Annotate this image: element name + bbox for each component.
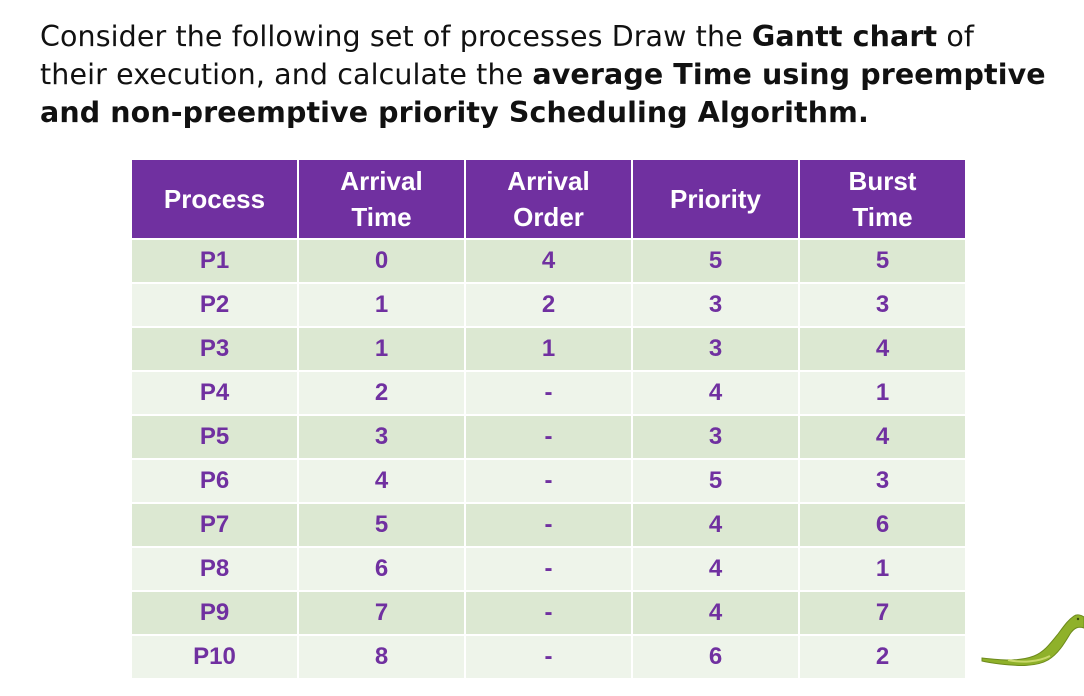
header-process: Process xyxy=(132,160,298,239)
cell-process: P8 xyxy=(132,547,298,591)
cell-arrival-time: 4 xyxy=(298,459,465,503)
table-header-row xyxy=(132,160,965,239)
question-line1-bold: Gantt chart xyxy=(751,20,938,53)
question-line1-c: of xyxy=(937,20,975,53)
cell-arrival-time: 2 xyxy=(298,371,465,415)
cell-priority: 5 xyxy=(632,459,799,503)
question-line2-bold: average Time using preemptive xyxy=(532,58,1046,91)
cell-process: P7 xyxy=(132,503,298,547)
cell-burst-time: 6 xyxy=(799,503,965,547)
cell-arrival-order: 1 xyxy=(465,327,632,371)
question-text xyxy=(40,18,1070,132)
cell-arrival-time: 0 xyxy=(298,239,465,283)
header-priority: Priority xyxy=(632,160,799,239)
table-row xyxy=(132,283,965,327)
cell-priority: 5 xyxy=(632,239,799,283)
cell-process: P10 xyxy=(132,635,298,679)
table-row xyxy=(132,239,965,283)
table-row xyxy=(132,547,965,591)
cell-burst-time: 4 xyxy=(799,327,965,371)
cell-process: P1 xyxy=(132,239,298,283)
cell-arrival-time: 1 xyxy=(298,327,465,371)
table-row xyxy=(132,591,965,635)
cell-process: P6 xyxy=(132,459,298,503)
table-row xyxy=(132,635,965,679)
cell-burst-time: 3 xyxy=(799,459,965,503)
cell-arrival-order: - xyxy=(465,635,632,679)
table-row xyxy=(132,371,965,415)
cell-arrival-order: 2 xyxy=(465,283,632,327)
cell-arrival-time: 6 xyxy=(298,547,465,591)
cell-priority: 6 xyxy=(632,635,799,679)
table-row xyxy=(132,327,965,371)
cell-priority: 3 xyxy=(632,283,799,327)
cell-arrival-order: - xyxy=(465,415,632,459)
cell-priority: 4 xyxy=(632,547,799,591)
cell-arrival-time: 5 xyxy=(298,503,465,547)
question-line2-a: their execution, and calculate the xyxy=(40,58,533,91)
cell-process: P5 xyxy=(132,415,298,459)
cell-burst-time: 7 xyxy=(799,591,965,635)
header-arrival-time: Arrival Time xyxy=(298,160,465,239)
cell-arrival-time: 3 xyxy=(298,415,465,459)
cell-process: P9 xyxy=(132,591,298,635)
cell-priority: 4 xyxy=(632,503,799,547)
cell-arrival-order: - xyxy=(465,503,632,547)
header-arrival-order: Arrival Order xyxy=(465,160,632,239)
cell-arrival-order: - xyxy=(465,591,632,635)
question-line3-bold: and non-preemptive priority Scheduling Algorithm. xyxy=(40,96,869,129)
cell-burst-time: 1 xyxy=(799,547,965,591)
cell-process: P2 xyxy=(132,283,298,327)
cell-burst-time: 4 xyxy=(799,415,965,459)
cell-burst-time: 2 xyxy=(799,635,965,679)
cell-process: P4 xyxy=(132,371,298,415)
cell-burst-time: 5 xyxy=(799,239,965,283)
cell-arrival-time: 8 xyxy=(298,635,465,679)
cell-process: P3 xyxy=(132,327,298,371)
table-row xyxy=(132,459,965,503)
cell-priority: 4 xyxy=(632,591,799,635)
cell-arrival-order: - xyxy=(465,459,632,503)
table-row xyxy=(132,415,965,459)
process-table xyxy=(132,160,965,680)
cell-arrival-order: 4 xyxy=(465,239,632,283)
cell-priority: 4 xyxy=(632,371,799,415)
cell-burst-time: 1 xyxy=(799,371,965,415)
header-burst-time: Burst Time xyxy=(799,160,965,239)
cell-arrival-order: - xyxy=(465,371,632,415)
dinosaur-icon xyxy=(978,604,1084,674)
cell-priority: 3 xyxy=(632,415,799,459)
cell-arrival-time: 1 xyxy=(298,283,465,327)
cell-burst-time: 3 xyxy=(799,283,965,327)
cell-arrival-order: - xyxy=(465,547,632,591)
table-row xyxy=(132,503,965,547)
question-line1-a: Consider the following set of processes Draw the xyxy=(40,20,752,53)
cell-arrival-time: 7 xyxy=(298,591,465,635)
cell-priority: 3 xyxy=(632,327,799,371)
